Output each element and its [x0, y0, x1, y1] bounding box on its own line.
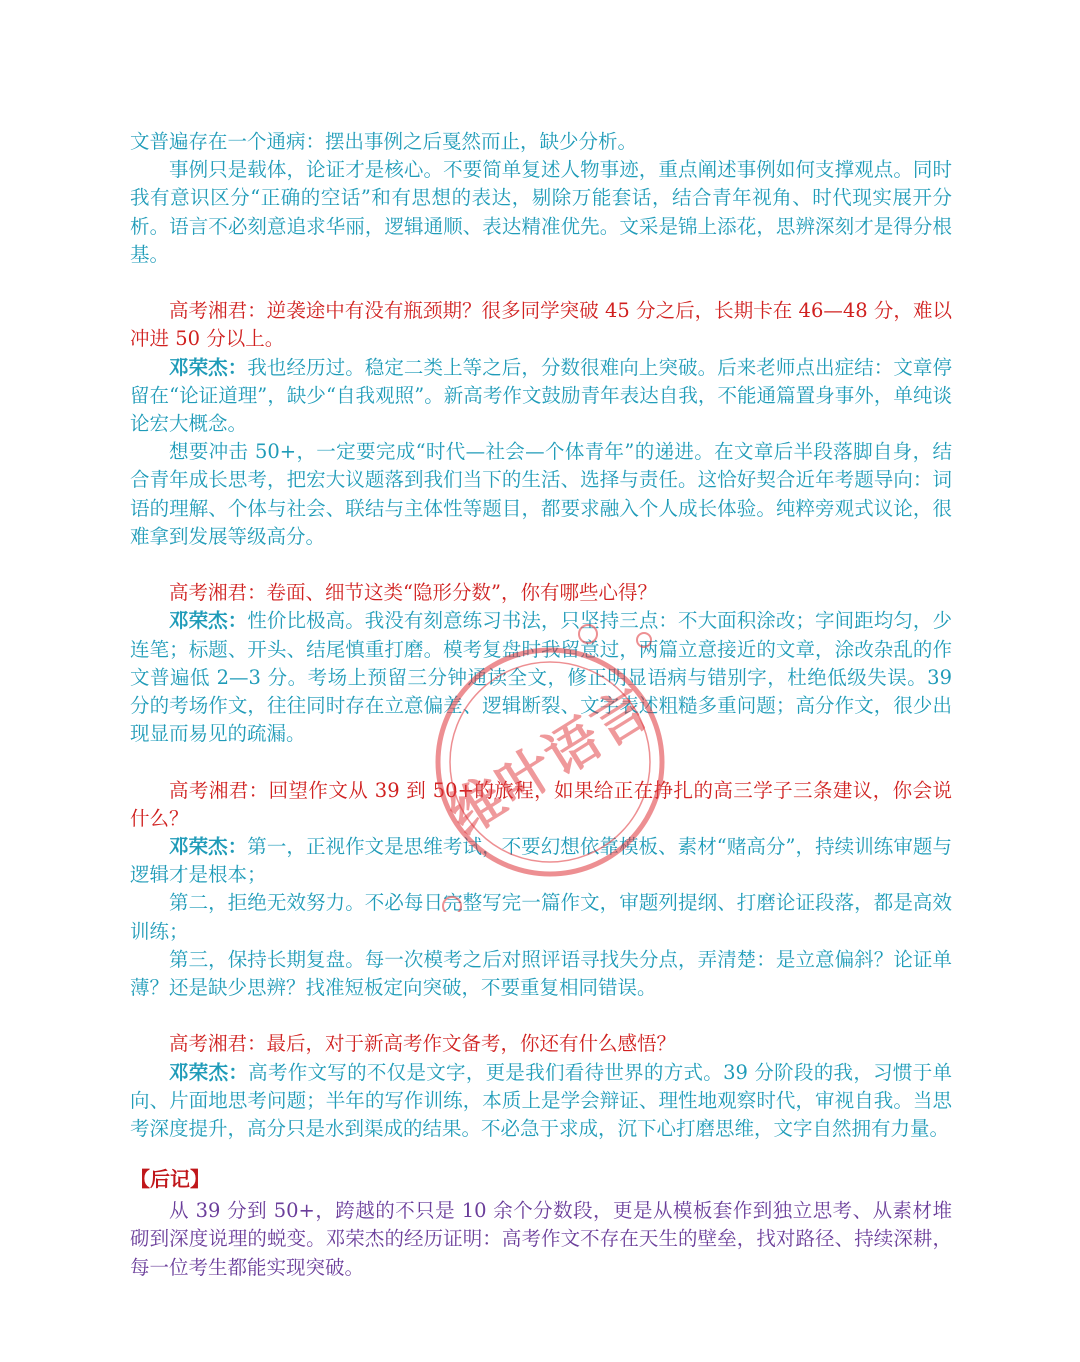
speaker-name: 邓荣杰：	[169, 835, 248, 859]
article-body	[130, 128, 952, 1282]
answer-paragraph: 第三，保持长期复盘。每一次模考之后对照评语寻找失分点，弄清楚：是立意偏斜？论证单薄？还是缺少思辨？找准短板定向突破，不要重复相同错误。	[130, 947, 952, 1000]
question: 高考湘君：卷面、细节这类“隐形分数”，你有哪些心得？	[169, 581, 657, 605]
answer	[130, 833, 952, 889]
answer	[130, 1059, 952, 1144]
answer	[130, 354, 952, 439]
speaker-name: 邓荣杰：	[169, 609, 248, 633]
spacer	[130, 1002, 952, 1030]
qa-block	[130, 777, 952, 1003]
intro-line: 文普遍存在一个通病：摆出事例之后戛然而止，缺少分析。	[130, 130, 638, 153]
afterword-title: 【后记】	[130, 1167, 210, 1192]
answer-paragraph: 想要冲击 50+，一定要完成“时代—社会—个体青年”的递进。在文章后半段落脚自身，结合青年成长思考，把宏大议题落到我们当下的生活、选择与责任。这恰好契合近年考题导向：词语的理解、个体与社会、联结与主体性等题目，都要求融入个人成长体验。纯粹旁观式议论，很难拿到发展等级高分。	[130, 440, 952, 548]
qa-block	[130, 1030, 952, 1143]
afterword-section	[130, 1165, 952, 1282]
intro-paragraph: 事例只是载体，论证才是核心。不要简单复述人物事迹，重点阐述事例如何支撑观点。同时我有意识区分“正确的空话”和有思想的表达，剔除万能套话，结合青年视角、时代现实展开分析。语言不必刻意追求华丽，逻辑通顺、表达精准优先。文采是锦上添花，思辨深刻才是得分根基。	[130, 158, 952, 266]
answer-text: 高考作文写的不仅是文字，更是我们看待世界的方式。39 分阶段的我，习惯于单向、片面地思考问题；半年的写作训练，本质上是学会辩证、理性地观察时代，审视自我。当思考深度提升，高分只是水到渠成的结果。不必急于求成，沉下心打磨思维，文字自然拥有力量。	[130, 1060, 952, 1141]
stamp-text: 维叶语言	[438, 675, 662, 848]
answer	[130, 607, 952, 748]
answer-text: 我也经历过。稳定二类上等之后，分数很难向上突破。后来老师点出症结：文章停留在“论证道理”，缺少“自我观照”。新高考作文鼓励青年表达自我，不能通篇置身事外，单纯谈论宏大概念。	[130, 355, 952, 436]
answer-paragraph: 第二，拒绝无效努力。不必每日完整写完一篇作文，审题列提纲、打磨论证段落，都是高效训练；	[130, 891, 952, 943]
afterword-text: 从 39 分到 50+，跨越的不只是 10 余个分数段，更是从模板套作到独立思考、从素材堆砌到深度说理的蜕变。邓荣杰的经历证明：高考作文不存在天生的壁垒，找对路径、持续深耕，每一位考生都能实现突破。	[130, 1199, 952, 1279]
answer-text: 性价比极高。我没有刻意练习书法，只坚持三点：不大面积涂改；字间距均匀，少连笔；标题、开头、结尾慎重打磨。模考复盘时我留意过，两篇立意接近的文章，涂改杂乱的作文普遍低 2—3 分。考场上预留三分钟通读全文，修正明显语病与错别字，杜绝低级失误。39 分的考场作文，往往同时存在立意偏差、逻辑断裂、文字表述粗糙多重问题；高分作文，很少出现显而易见的疏漏。	[130, 609, 952, 746]
question: 高考湘君：最后，对于新高考作文备考，你还有什么感悟？	[169, 1032, 677, 1056]
spacer	[130, 269, 952, 297]
speaker-name: 邓荣杰：	[169, 1060, 249, 1084]
question: 高考湘君：逆袭途中有没有瓶颈期？很多同学突破 45 分之后，长期卡在 46—48 分，难以冲进 50 分以上。	[130, 299, 952, 351]
qa-block	[130, 297, 952, 551]
spacer	[130, 551, 952, 579]
answer-text: 第一，正视作文是思维考试，不要幻想依靠模板、素材“赌高分”，持续训练审题与逻辑才是根本；	[130, 835, 952, 887]
speaker-name: 邓荣杰：	[169, 355, 248, 379]
spacer	[130, 748, 952, 776]
question: 高考湘君：回望作文从 39 到 50+的旅程，如果给正在挣扎的高三学子三条建议，你会说什么？	[130, 778, 952, 830]
qa-block	[130, 579, 952, 748]
